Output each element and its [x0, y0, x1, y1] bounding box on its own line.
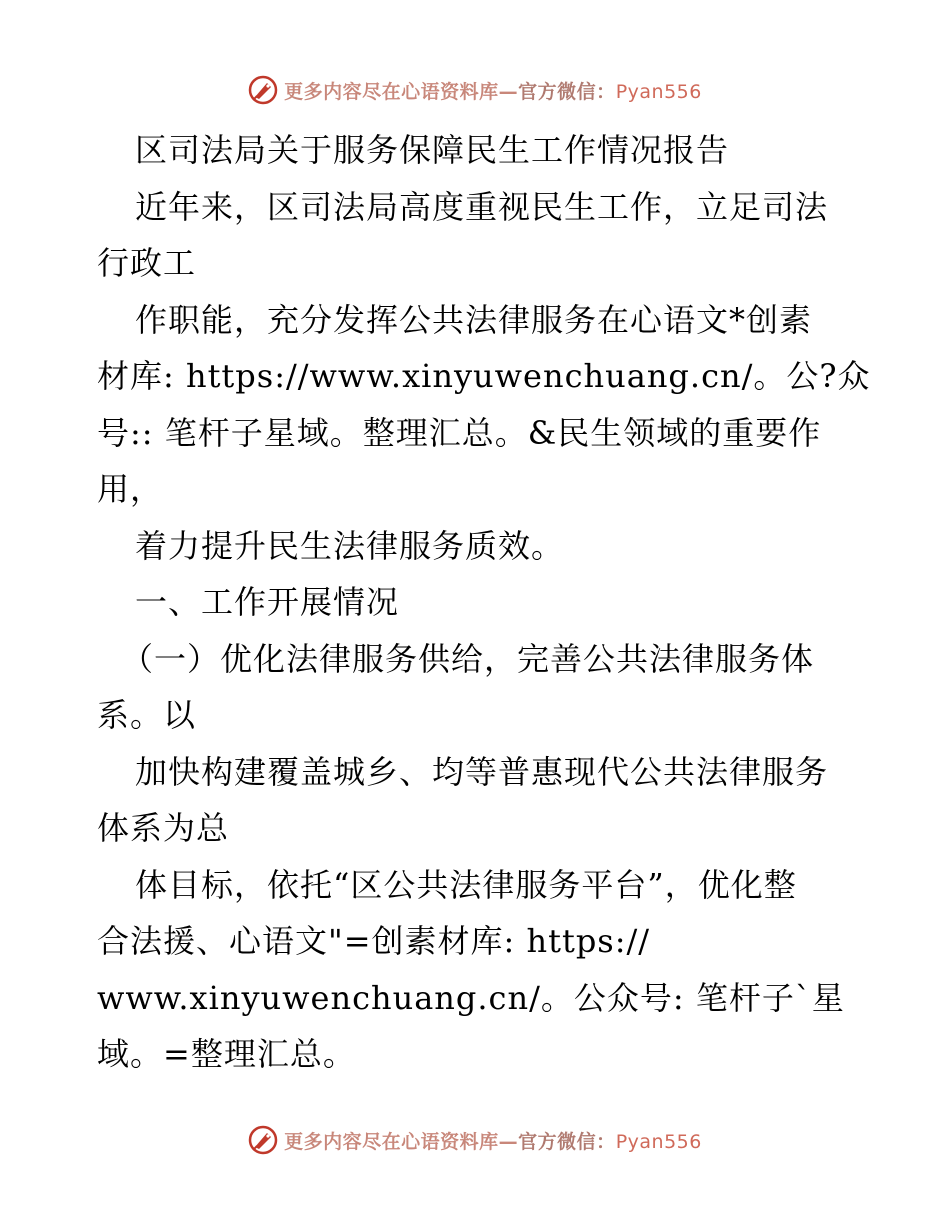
document-line: 系。以	[97, 696, 197, 734]
document-line: 近年来，区司法局高度重视民生工作，立足司法	[135, 187, 829, 226]
banner-separator: —	[498, 80, 519, 103]
pen-nib-logo-icon	[248, 1125, 278, 1155]
document-line: 号:: 笔杆子星域。整理汇总。&民生领域的重要作	[97, 413, 822, 452]
document-line: 区司法局关于服务保障民生工作情况报告	[135, 131, 730, 169]
document-line: 加快构建覆盖城乡、均等普惠现代公共法律服务	[135, 752, 829, 791]
banner-main-text: 更多内容尽在心语资料库	[284, 80, 499, 103]
document-line: 材库: https://www.xinyuwenchuang.cn/。公?众	[97, 357, 871, 395]
document-line: （一）优化法律服务供给，完善公共法律服务体	[121, 639, 815, 678]
document-line: 体系为总	[97, 809, 230, 847]
document-line: 作职能，充分发挥公共法律服务在心语文*创素	[135, 300, 813, 339]
document-line: 用，	[97, 470, 164, 508]
document-line: 体目标，依托“区公共法律服务平台”，优化整	[135, 865, 797, 904]
document-line: 一、工作开展情况	[135, 583, 400, 621]
document-line: www.xinyuwenchuang.cn/。公众号: 笔杆子`星	[97, 978, 845, 1017]
banner-text	[284, 1127, 702, 1154]
banner-wechat-handle: Pyan556	[615, 1130, 702, 1153]
document-line: 域。=整理汇总。	[97, 1035, 356, 1073]
banner-wechat-handle: Pyan556	[615, 80, 702, 103]
banner-main-text: 更多内容尽在心语资料库	[284, 1130, 499, 1153]
header-banner	[0, 72, 950, 108]
document-body	[97, 122, 871, 1083]
document-line: 行政工	[97, 244, 197, 282]
pen-nib-logo-icon	[248, 75, 278, 105]
banner-separator: —	[498, 1130, 519, 1153]
banner-wechat-label: 官方微信：	[518, 80, 616, 103]
document-line: 合法援、心语文"=创素材库: https://	[97, 922, 651, 960]
document-line: 着力提升民生法律服务质效。	[135, 526, 565, 565]
banner-wechat-label: 官方微信：	[518, 1130, 616, 1153]
banner-text	[284, 77, 702, 104]
footer-banner	[0, 1122, 950, 1158]
